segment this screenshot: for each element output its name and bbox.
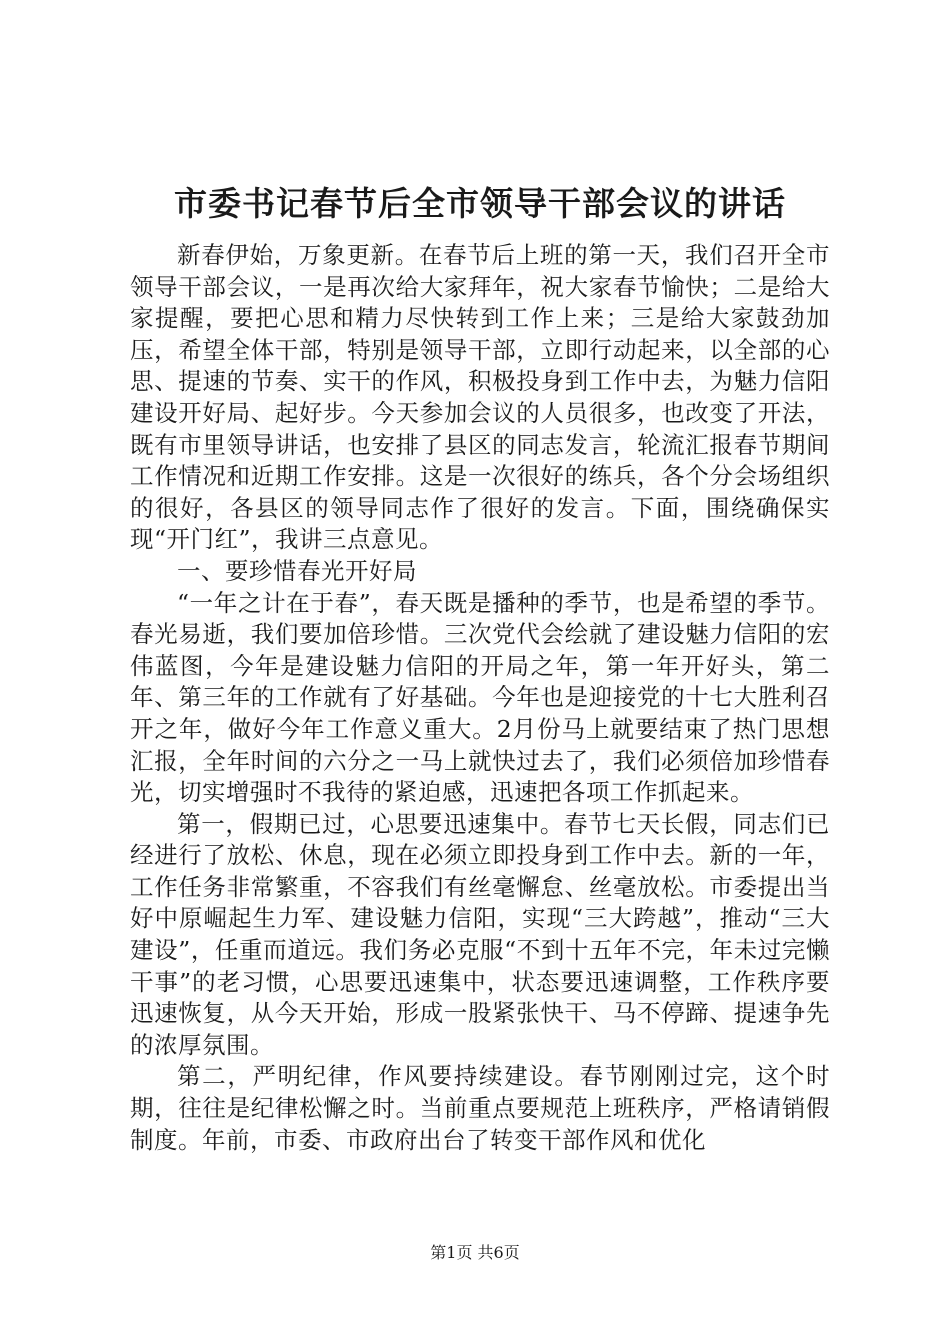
document-page — [130, 180, 830, 1156]
section-heading-1: 一、要珍惜春光开好局 — [177, 556, 417, 585]
paragraph-point-2: 第二，严明纪律，作风要持续建设。春节刚刚过完，这个时期，往往是纪律松懈之时。当前重点要规范上班秩序，严格请销假制度。年前，市委、市政府出台了转变干部作风和优化 — [130, 1062, 830, 1154]
document-title: 市委书记春节后全市领导干部会议的讲话 — [174, 184, 786, 223]
paragraph-intro: 新春伊始，万象更新。在春节后上班的第一天，我们召开全市领导干部会议，一是再次给大家拜年，祝大家春节愉快；二是给大家提醒，要把心思和精力尽快转到工作上来；三是给大家鼓劲加压，希望全体干部，特别是领导干部，立即行动起来，以全部的心思、提速的节奏、实干的作风，积极投身到工作中去，为魅力信阳建设开好局、起好步。今天参加会议的人员很多，也改变了开法，既有市里领导讲话，也安排了县区的同志发言，轮流汇报春节期间工作情况和近期工作安排。这是一次很好的练兵，各个分会场组织的很好，各县区的领导同志作了很好的发言。下面，围绕确保实现“开门红”，我讲三点意见。 — [130, 241, 830, 554]
paragraph-point-1: 第一，假期已过，心思要迅速集中。春节七天长假，同志们已经进行了放松、休息，现在必须立即投身到工作中去。新的一年，工作任务非常繁重，不容我们有丝毫懈怠、丝毫放松。市委提出当好中原崛起生力军、建设魅力信阳，实现“三大跨越”，推动“三大建设”，任重而道远。我们务必克服“不到十五年不完，年未过完懒干事”的老习惯，心思要迅速集中，状态要迅速调整，工作秩序要迅速恢复，从今天开始，形成一股紧张快干、马不停蹄、提速争先的浓厚氛围。 — [130, 809, 830, 1059]
paragraph-spring: “一年之计在于春”，春天既是播种的季节，也是希望的季节。春光易逝，我们要加倍珍惜。三次党代会绘就了建设魅力信阳的宏伟蓝图，今年是建设魅力信阳的开局之年，第一年开好头，第二年、第三年的工作就有了好基础。今年也是迎接党的十七大胜利召开之年，做好今年工作意义重大。2月份马上就要结束了热门思想汇报，全年时间的六分之一马上就快过去了，我们必须倍加珍惜春光，切实增强时不我待的紧迫感，迅速把各项工作抓起来。 — [130, 588, 830, 807]
page-footer: 第1页 共6页 — [430, 1243, 520, 1262]
